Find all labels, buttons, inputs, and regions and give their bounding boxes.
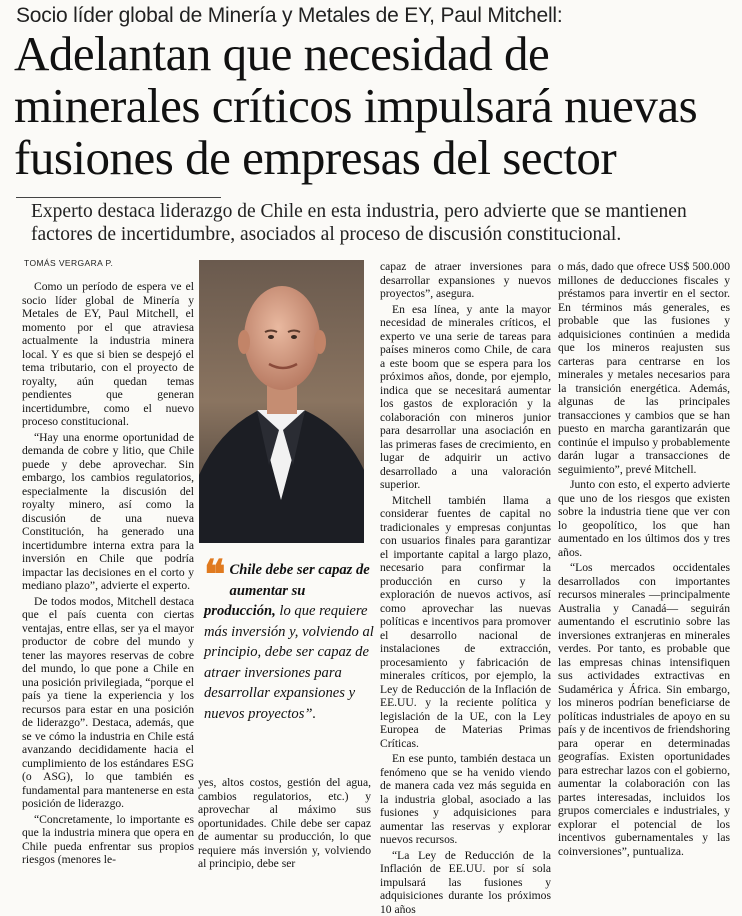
paragraph: o más, dado que ofrece US$ 500.000 millones de deducciones fiscales y préstamos para invertir en el sector. En términos más generales, es probable que las fusiones y adquisiciones continúen a medida que los mineros reajusten sus carteras para centrarse en los minerales y metales necesarios para la transición energética. Además, algunas de las principales transacciones y cambios que se han puesto en marcha garantizarán que continúe el impulso y probablemente darán lugar a transacciones de seguimiento”, prevé Mitchell. [558,260,730,476]
byline: TOMÁS VERGARA P. [24,258,113,268]
paragraph: En esa línea, y ante la mayor necesidad de minerales críticos, el experto ve una serie de tareas para países mineros como Chile, de cara a este boom que se espera para los próximos años, donde, por ejemplo, indica que se necesitará aumentar los gastos de exploración y la colaboración con mineros junior para desarrollar una asociación en las primeras fases de crecimiento, en lugar de adquirir un activo desarrollado a una valoración superior. [380,303,551,492]
paragraph: “Hay una enorme oportunidad de demanda de cobre y litio, que Chile puede y debe aprovechar. Sin embargo, los cambios regulatorios, especialmente la discusión del royalty minero, así como la discusión de una nueva Constitución, ha generado una incertidumbre interna extra para la inversión en Chile que podría impactar las decisiones en el corto y mediano plazo”, advierte el experto. [22,431,194,593]
paragraph: “La Ley de Reducción de la Inflación de EE.UU. por sí sola impulsará las fusiones y adquisiciones durante los próximos 10 años [380,849,551,916]
body-column-4 [558,260,730,875]
paragraph: capaz de atraer inversiones para desarrollar expansiones y nuevos proyectos”, asegura. [380,260,551,301]
pull-quote-bold: Chile debe ser capaz de aumentar su producción, [204,562,370,619]
paragraph: De todos modos, Mitchell destaca que el país cuenta con ciertas ventajas, entre ellas, ser ya el mayor productor de cobre del mundo y tener las mayores reservas de cobre del mundo, lo que pone a Chile en una posición privilegiada, “porque el país ya tiene la experiencia y los recursos para estar en una posición de liderazgo”. Destaca, además, que se ve cómo la industria en Chile está avanzando decididamente hacia el cumplimiento de los estándares ESG (o ASG), lo que también es fundamental para mantenerse en esta posición de liderazgo. [22,595,194,811]
body-column-2a [198,776,371,875]
paragraph: Junto con esto, el experto advierte que uno de los riesgos que existen sobre la industria tiene que ver con lo geopolítico, los que han aumentado en los últimos dos y tres años. [558,478,730,559]
paragraph: Como un período de espera ve el socio líder global de Minería y Metales de EY, Paul Mitchell, el momento por el que atraviesa actualmente la industria minera local. Y es que si bien se despejó el tema tributario, con el proyecto de royalty, aún quedan temas pendientes que generan incertidumbre, como el nuevo proceso constitucional. [22,280,194,429]
paragraph: “Concretamente, lo importante es que la industria minera que opera en Chile pueda enfrentar sus propios riesgos (menores le- [22,813,194,867]
paragraph: Mitchell también llama a considerar fuentes de capital no tradicionales y empresas conjuntas con usuarios finales para garantizar el importante capital a largo plazo, necesario para confirmar la producción en curso y la exploración de nuevos activos, así como aprovechar las nuevas políticas e incentivos para promover el desarrollo nacional de instalaciones de extracción, procesamiento y fabricación de minerales críticos, por ejemplo, la Ley de Reducción de la Inflación de EE.UU. y la reciente política y legislación de la UE, con la Ley Europea de Materias Primas Críticas. [380,494,551,751]
portrait-photo [199,260,364,543]
pull-quote-text: lo que requiere más inversión y, volviendo al principio, debe ser capaz de atraer inversiones para desarrollar expansiones y nuevos proyectos”. [204,603,374,722]
body-column-1 [22,280,194,875]
deck-rule [16,197,221,198]
deck: Experto destaca liderazgo de Chile en esta industria, pero advierte que se mantienen factores de incertidumbre, asociados al proceso de discusión constitucional. [31,200,731,246]
paragraph: “Los mercados occidentales desarrollados con importantes recursos minerales —principalmente Australia y Canadá— seguirán aumentando el escrutinio sobre las inversiones extranjeras en minerales verdes. Por tanto, es probable que las empresas chinas intensifiquen sus actividades extractivas en Sudamérica y África. Sin embargo, los mineros podrían beneficiarse de políticas industriales de apoyo en su país y de incentivos de friendshoring para operar en determinadas geografías. Existen oportunidades para estrechar lazos con el gobierno, aumentar la colaboración con las partes interesadas, incluidos los grupos comerciales e industriales, y explorar el potencial de los incentivos gubernamentales y las coinversiones”, puntualiza. [558,561,730,858]
quote-mark-icon: ❝ [204,560,226,590]
body-column-3 [380,260,551,875]
paragraph: En ese punto, también destaca un fenómeno que se ha venido viendo de manera cada vez más seguida en la industria global, asociado a las fusiones y adquisiciones para aumentar las reservas y explorar nuevos recursos. [380,752,551,847]
kicker: Socio líder global de Minería y Metales de EY, Paul Mitchell: [16,4,731,28]
pull-quote [204,560,376,724]
headline: Adelantan que necesidad de minerales críticos impulsará nuevas fusiones de empresas del sector [14,28,734,184]
paragraph: yes, altos costos, gestión del agua, cambios regulatorios, etc.) y aprovechar al máximo sus oportunidades. Chile debe ser capaz de aumentar su producción, lo que requiere más inversión y, volviendo al principio, debe ser [198,776,371,871]
